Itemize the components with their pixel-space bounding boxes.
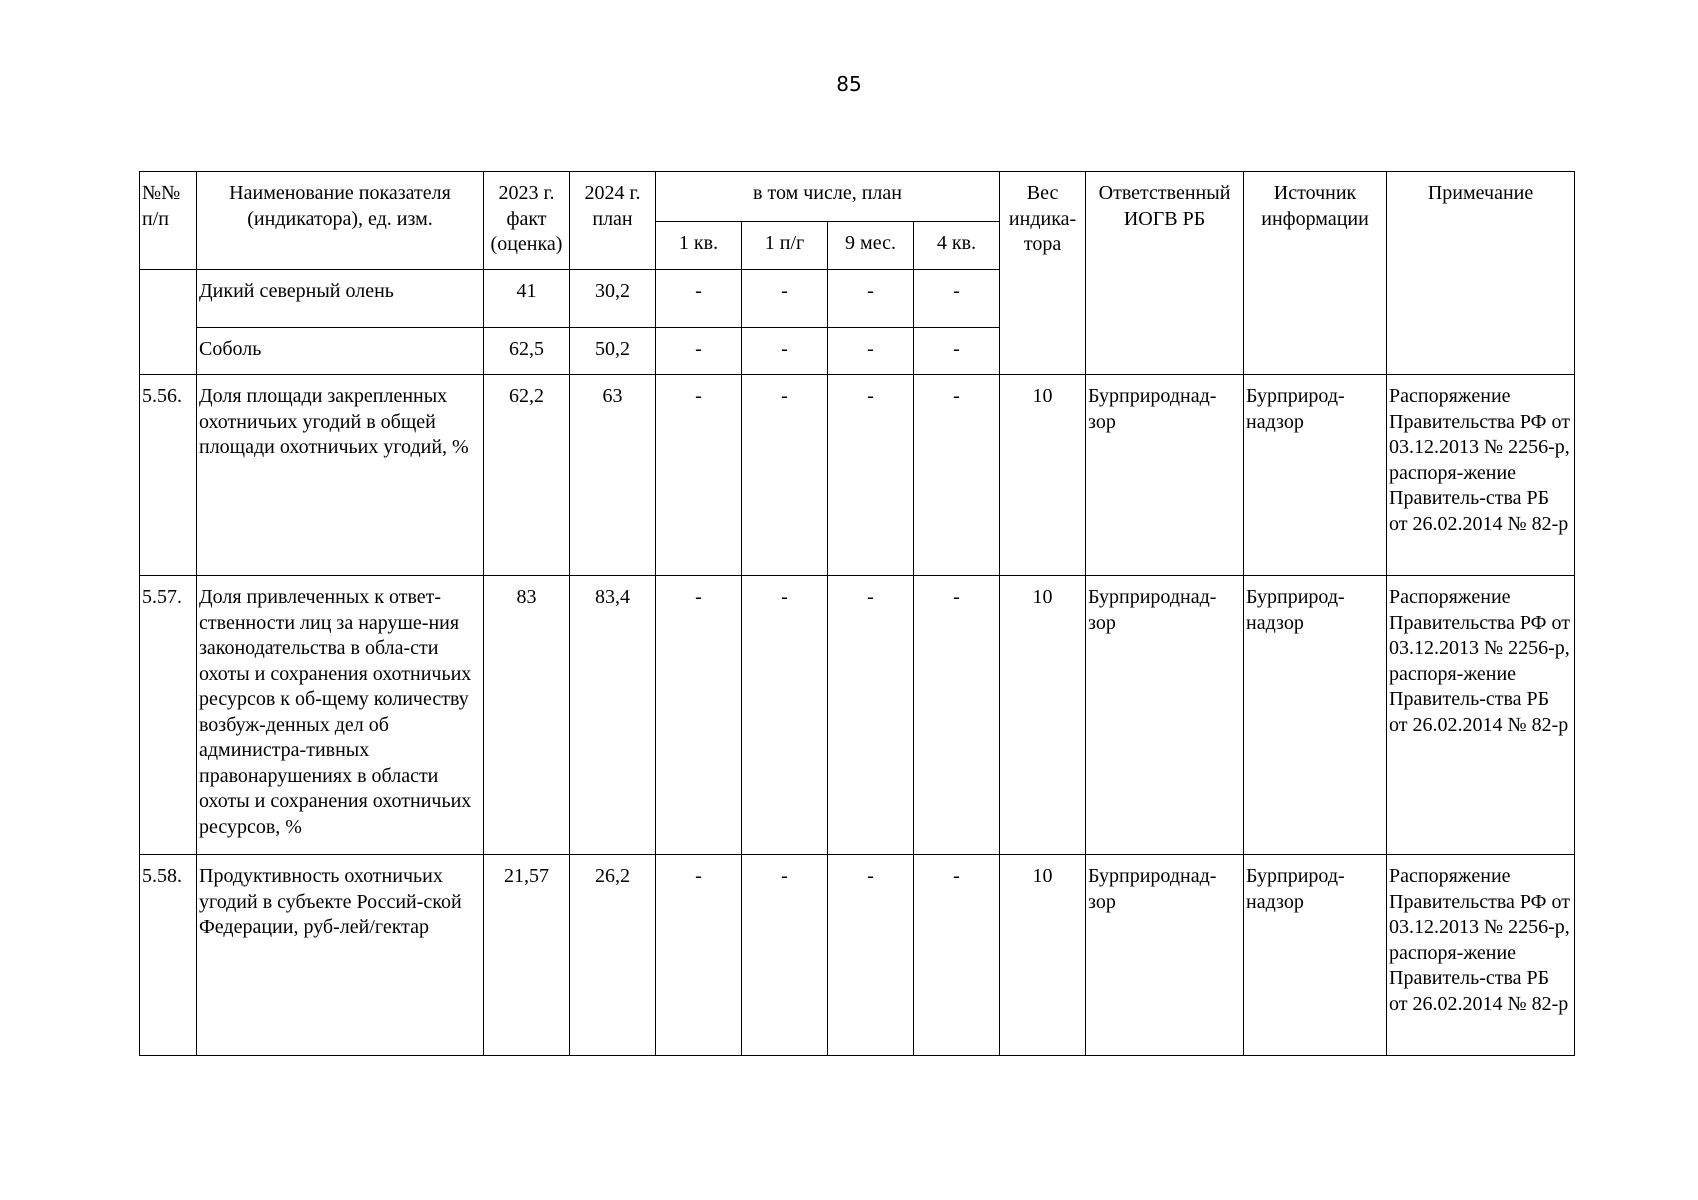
q4-cell: - bbox=[914, 576, 1000, 855]
header-h1: 1 п/г bbox=[742, 222, 828, 270]
m9-cell: - bbox=[828, 855, 914, 1056]
source-cell: Бурприрод-надзор bbox=[1244, 576, 1387, 855]
header-including-plan: в том числе, план bbox=[656, 172, 1000, 222]
indicators-table bbox=[139, 171, 1575, 1056]
weight-cell: 10 bbox=[1000, 375, 1086, 576]
header-name: Наименование показателя (индикатора), ед. изм. bbox=[197, 172, 484, 270]
num-cell: 5.57. bbox=[140, 576, 197, 855]
source-cell: Бурприрод-надзор bbox=[1244, 855, 1387, 1056]
plan-cell: 50,2 bbox=[570, 328, 656, 375]
m9-cell: - bbox=[828, 270, 914, 328]
header-responsible: Ответственный ИОГВ РБ bbox=[1086, 172, 1244, 375]
table-row bbox=[140, 855, 1575, 1056]
source-cell: Бурприрод-надзор bbox=[1244, 375, 1387, 576]
name-cell: Дикий северный олень bbox=[197, 270, 484, 328]
responsible-cell: Бурприроднад-зор bbox=[1086, 855, 1244, 1056]
plan-cell: 83,4 bbox=[570, 576, 656, 855]
num-cell: 5.58. bbox=[140, 855, 197, 1056]
m9-cell: - bbox=[828, 328, 914, 375]
table-header-row bbox=[140, 172, 1575, 222]
weight-cell: 10 bbox=[1000, 855, 1086, 1056]
fact-cell: 21,57 bbox=[484, 855, 570, 1056]
h1-cell: - bbox=[742, 328, 828, 375]
num-cell bbox=[140, 270, 197, 375]
weight-cell: 10 bbox=[1000, 576, 1086, 855]
fact-cell: 41 bbox=[484, 270, 570, 328]
q1-cell: - bbox=[656, 855, 742, 1056]
header-plan-2024: 2024 г. план bbox=[570, 172, 656, 270]
note-cell: Распоряжение Правительства РФ от 03.12.2013 № 2256-р, распоря-жение Правитель-ства РБ от 26.02.2014 № 82-р bbox=[1387, 855, 1575, 1056]
plan-cell: 26,2 bbox=[570, 855, 656, 1056]
q4-cell: - bbox=[914, 270, 1000, 328]
q4-cell: - bbox=[914, 375, 1000, 576]
header-note: Примечание bbox=[1387, 172, 1575, 375]
h1-cell: - bbox=[742, 375, 828, 576]
note-cell: Распоряжение Правительства РФ от 03.12.2013 № 2256-р, распоря-жение Правитель-ства РБ от 26.02.2014 № 82-р bbox=[1387, 576, 1575, 855]
h1-cell: - bbox=[742, 270, 828, 328]
fact-cell: 83 bbox=[484, 576, 570, 855]
m9-cell: - bbox=[828, 375, 914, 576]
header-weight: Вес индика-тора bbox=[1000, 172, 1086, 375]
note-cell: Распоряжение Правительства РФ от 03.12.2013 № 2256-р, распоря-жение Правитель-ства РБ от 26.02.2014 № 82-р bbox=[1387, 375, 1575, 576]
header-fact-2023: 2023 г. факт (оценка) bbox=[484, 172, 570, 270]
header-9m: 9 мес. bbox=[828, 222, 914, 270]
fact-cell: 62,2 bbox=[484, 375, 570, 576]
page-number: 85 bbox=[836, 72, 862, 96]
q1-cell: - bbox=[656, 270, 742, 328]
fact-cell: 62,5 bbox=[484, 328, 570, 375]
header-num: №№ п/п bbox=[140, 172, 197, 270]
plan-cell: 30,2 bbox=[570, 270, 656, 328]
table-row bbox=[140, 375, 1575, 576]
header-q1: 1 кв. bbox=[656, 222, 742, 270]
q4-cell: - bbox=[914, 328, 1000, 375]
q1-cell: - bbox=[656, 375, 742, 576]
table-row bbox=[140, 576, 1575, 855]
q4-cell: - bbox=[914, 855, 1000, 1056]
responsible-cell: Бурприроднад-зор bbox=[1086, 375, 1244, 576]
plan-cell: 63 bbox=[570, 375, 656, 576]
header-q4: 4 кв. bbox=[914, 222, 1000, 270]
m9-cell: - bbox=[828, 576, 914, 855]
responsible-cell: Бурприроднад-зор bbox=[1086, 576, 1244, 855]
h1-cell: - bbox=[742, 855, 828, 1056]
h1-cell: - bbox=[742, 576, 828, 855]
q1-cell: - bbox=[656, 576, 742, 855]
name-cell: Доля привлеченных к ответ-ственности лиц за наруше-ния законодательства в обла-сти охоты и сохранения охотничьих ресурсов к об-щему количеству возбуж-денных дел об администра-тивных правонарушениях в области охоты и сохранения охотничьих ресурсов, % bbox=[197, 576, 484, 855]
num-cell: 5.56. bbox=[140, 375, 197, 576]
header-source: Источник информации bbox=[1244, 172, 1387, 375]
name-cell: Соболь bbox=[197, 328, 484, 375]
q1-cell: - bbox=[656, 328, 742, 375]
name-cell: Продуктивность охотничьих угодий в субъекте Россий-ской Федерации, руб-лей/гектар bbox=[197, 855, 484, 1056]
name-cell: Доля площади закрепленных охотничьих угодий в общей площади охотничьих угодий, % bbox=[197, 375, 484, 576]
